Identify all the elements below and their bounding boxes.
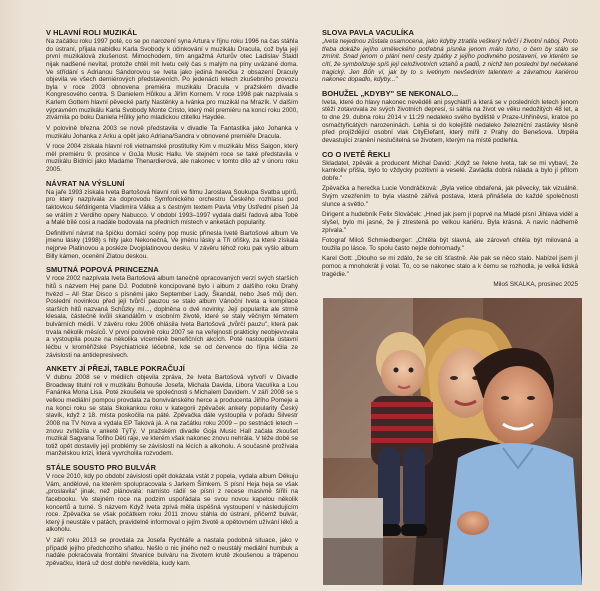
section-heading: NÁVRAT NA VÝSLUNÍ — [46, 178, 125, 188]
body-paragraph: V září roku 2013 se provdala za Josefa Rychtáře a nastala podobná situace, jako v případě jejího předchozího sňatku. Nešlo o nic jiného než o neustálý mediální humbuk a nadále pokračovala frontální štvanice bulváru na životem krutě zkoušenou a trápenou zpěvačku, která už dost dobře nevěděla, kudy kam. — [46, 537, 298, 567]
body-paragraph: Na jaře 1993 získala Iveta Bartošová hlavní roli ve filmu Jaroslava Soukupa Svatba upírů, pro který nazpívala za doprovodu Symfonického orchestru Českého rozhlasu pod taktovkou šéfdirigenta Vladimíra Válka a s čestným textem Pavla Vrby Ústřední píseň Já se vrátím z Verdiho opery Nabucco. V období 1993–1997 vydala další řadová alba Tobě a Malé bílé cosi a nadále bodovala na předních místech v anketách popularity. — [46, 188, 298, 227]
family-photo-illustration — [323, 298, 582, 585]
body-paragraph: Dirigent a hudebník Felix Slováček: „Hned jak jsem jí poprvé na Mladé písní Jihlava viděl a slyšel, bylo mi jasné, že ji ztrestená po velkou kariéru. Byla krásná. A navíc nádherně zpívala." — [322, 211, 578, 234]
body-paragraph: V roce 2002 nazpívala Iveta Bartošová album tanečně opracovaných verzí svých starších hitů s názvem Hej pane DJ. Podobně koncipované bylo i album z dalšího roku Drahý hvězd – All Star Disco s písněmi jako September Lady, Škandál, nebo Jseš můj den. Poslední novinkou před její tvůrčí pauzou se stalo album Vánoční Iveta a kompilace starších hitů nazvaná Schůzky mí..., doplněna o dvě novinky. Její popularita ale strmě klesala, částečně kvůli skandálům v osobním životě, které se staly věčným tématem bulvárních médií. V závěru roku 2006 ohlásila Iveta Bartošová „tvůrčí pauzu", která pak trvala několik měsíců. V první polovině roku 2007 se na veřejnosti prakticky neobjevovala a vystoupila pouze na několika víceméně benefičních akcích. Poté nastoupila ústavní léčbu v kroměřížské Psychiatrické léčebně, kde se od července do října léčila ze závislosti na antidepresivech. — [46, 275, 298, 359]
family-photo — [323, 298, 582, 585]
body-paragraph: V polovině března 2003 se nově představila v divadle Ta Fantastika jako Johanka v muzikálu Johanka z Arku a opět jako Adriana/Sandra v obnovené premiéře Dracula. — [46, 124, 298, 140]
section-heading: SMUTNÁ POPOVÁ PRINCEZNA — [46, 265, 159, 275]
body-paragraph: Definitivní návrat na špičku domácí scény pop music přinesla Ivetě Bartošové album Ve jmenu lásky (1998) s hity jako Nekonečná, Ve jménu lásky a Tři ořišky, za které získala nejprve Platinovou a posléze Dvojplatinovou desku. V závěru téhož roku pak vyšlo album Billy kámen, ocenění Zlatou deskou. — [46, 229, 298, 260]
section-heading: CO O IVETĚ ŘEKLI — [322, 149, 391, 159]
body-paragraph: V roce 2010, kdy po období závislosti opět dokázala vstát z popela, vydala album Děkuju Vám, andělové, na kterém spolupracovala s Jarkem Šimkem. S písní Heja heja se však „proslavila" jinak, než plánovala: namísto rádií se písní z recese masivně šířili na facebooku. Ve stejném roce na podzim uspořádala se svou novou kapelou několik koncertů a turné. S názvem Když Iveta zpívá měla úspěšná vystoupení v následujícím roce. Zpěvačka se však počátkem roku 2011 znovu stáhla do ústraní, přičemž bulvár, který ji neustále v patách, pravidelně informoval o jejím životě a opětovném užívání léků a alkoholu. — [46, 473, 298, 534]
right-column — [322, 28, 578, 292]
section-heading: STÁLE SOUSTO PRO BULVÁR — [46, 463, 157, 472]
body-paragraph: V dubnu 2008 se v médiích objevila zpráva, že Iveta Bartošová vytvoří v Divadle Broadway titulní roli v muzikálu Bohouše Josefa, Michala Davida, Libora Vaculíka a Lou Fanánka Mona Lisa. Poté zkoušela ve společnosti s Michalem Davidem. V září 2008 se s velkou mediální pompou provdala za bonvivánského herce a producenta Jiřího Pomeje a na konci roku se stala Skokankou roku v kategorii zpěvaček ankety popularity Český slavík, když z 18. místa poskočila na páté. Zpěvačka dále vystoupila v pořadu Silvestr 2008 na TV Nova a vydala EP Taková já. A na začátku roku 2009 – po sestnácti letech – znovu zvítězila v anketě TýTý. V pražském divadle Goja Music Hall začala zkoušet muzikál Sagvana Tofiho Děti ráje, ve kterém však nakonec znovu nehrála. V téže době se totiž opět dostavily její problémy se závislostí na lécích a alkoholu. A současně prožívala manželskou krizi, která vyvrcholila rozvodem. — [46, 374, 298, 458]
body-paragraph: V roce 2004 získala hlavní roli vietnamské prostitutky Kim v muzikálu Miss Saigon, který měl premiéru 9. prosince v GoJa Music Hallu. Ve stejném roce se také představila v muzikálu Bídníci jako Madame Thenardierová, ale nakonec v tomto dílo až v únoru roku 2005. — [46, 143, 298, 173]
body-paragraph: „Iveta nejednou zůstala osamocena, jako kdyby ztratila veškerý tvůrčí i životní náboj. Proto třeba dokáže jejího uměleckého potřebná písněa jenom málo toho, o čem by stálo se zmínit. Snad jenom o plání není cesty zpátky z jejího podivného postavení, ve kterém se cítí, že symbolizuje spíš její celoživotních vztahů a padů, z nichž ten poslední byl nečekané tragický. Jen Bůh ví, jak by to s ivetinym nevšedním talentem a závratnou kariérou nakonec dopadlo, kdyby..." — [322, 38, 578, 84]
section-heading: SLOVA PAVLA VACULÍKA — [322, 28, 415, 37]
body-paragraph: Zpěvačka a herečka Lucie Vondráčková: „Byla velice obdařená, jak pěvecky, tak vizuálně. Svým vzezřením to byla vlastně zářivá postava, která přinášela do každé společnosti slunce a světlo." — [322, 185, 578, 208]
author-signature: Miloš SKALKA, prosinec 2025 — [493, 281, 578, 289]
left-column — [46, 28, 298, 571]
section-heading: BOHUŽEL „KDYBY" SE NEKONALO... — [322, 88, 459, 98]
body-paragraph: Iveta, které do hlavy nakonec nevěděli ani psychiatři a která se v posledních letech jenom stěží zotavovala ze svých životních depresí, si sáhla na život ve věku nedožitých 48 let, a to dne 29. dubna roku 2014 v 11:29 nedaleko svého bydliště v Praze-Uhříněvsi, kratce po osmačtyřicátých narozeninách. Lehla si do kolejiště nedaleko železniční zastávky těsně před projíždějící osobní vlak CityElefant, který mířil z Prahy do Benešova. Utrpěla devastující zranění neslučitelná se životem, kterým na místě podlehla. — [322, 98, 578, 144]
body-paragraph: Skladatel, zpěvák a producent Michal David: „Když se řekne Iveta, tak se mi vybaví, že kamkoliv přišla, bylo to vždycky pozitivní a veselé. Zavládla dobrá nálada a bylo jí přitom dobře." — [322, 159, 578, 182]
section-heading: V HLAVNÍ ROLI MUZIKÁL — [46, 28, 138, 37]
body-paragraph: Karel Gott: „Dlouho se mi zdálo, že se cítí šťastně. Ale pak se něco stalo. Nabízel jsem jí pomoc a mnohokrát ji volal. To, co se nakonec stalo a k čemu se rozhodla, je velká lidská tragédie." — [322, 255, 578, 278]
body-paragraph: Na začátku roku 1997 poté, co se po narození syna Artura v říjnu roku 1996 na čas stáhla do ústraní, přijala nabídku Karla Svobody k účinkování v muzikálu Dracula, což byla její první muzikálová zkušenost. Mimochodem, tím angažmá Arturův otec Ladislav Štaidl nijak nadšené nevítal, protože chtěl mít Ivetu celý čas s malým na píny uvázané doma. Ve střídání s Adrianou Sándorovou se Iveta jako jediná herečka z obsazení Draculy objevila ve všech derniérových představeních. Po jedenácti letech zkušebního provozu byla v roce 2003 obnovena premiéra muzikálu Dracula v pražském divadle Kongresového centra. S Danielem Hůlkou a Jiřím Kornem. V roce 1998 pak nazpívala s Karlem Gottem hlavní pěvecké party Nastěnky a Ivánka pro muzikál na Mrazík. V dalším výpravném muzikálu Karla Svobody Monte Cristo, který měl premiéru na konci roku 2000, ztvárnila po boku Daniela Hůlky jeho mladickou ctitelku Haydée. — [46, 38, 298, 122]
section-heading: ANKETY JÍ PŘEJÍ, TABLE POKRAČUJÍ — [46, 364, 185, 374]
body-paragraph: Fotograf Miloš Schmiedberger: „Chtěla být slavná, ale zároveň chtěla být milovaná a toužila po lásce. To spolu často nejde dohromady." — [322, 237, 578, 252]
